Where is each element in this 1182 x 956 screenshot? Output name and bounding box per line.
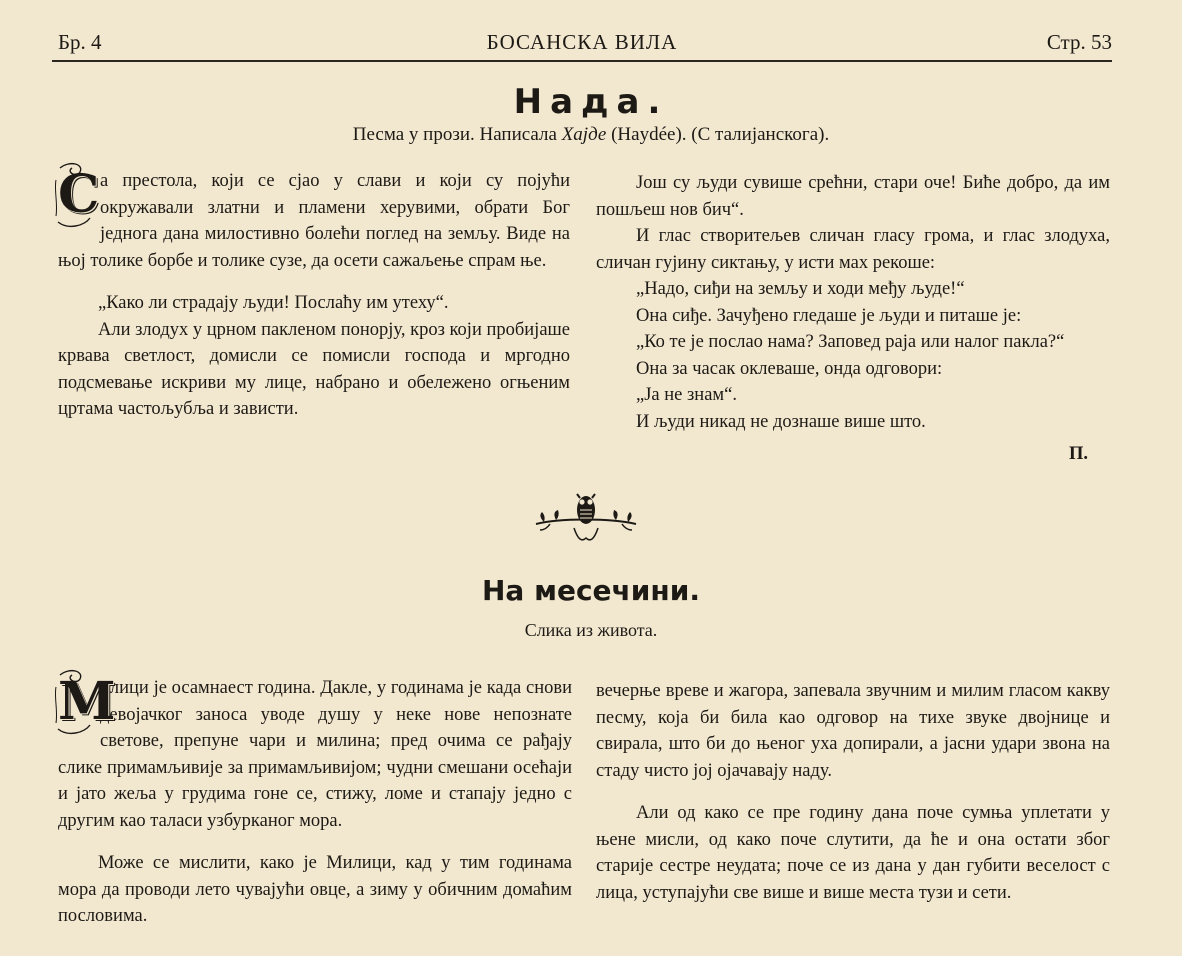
nada-left-column: [58, 164, 570, 423]
article-title-mesecina: На месечини.: [482, 574, 700, 607]
paragraph: Она за часак оклеваше, онда одговори:: [636, 358, 943, 379]
paragraph: Али од како се пре годину дана поче сумња уплетати у њене мисли, од како поче слутити, да ће и она остати због старије сестре неудата; поче се из дана у дан губити веселост с лица, уступајући све више и више места тузи и сети.: [596, 803, 1110, 903]
decorated-initial: [58, 671, 116, 733]
paragraph: вечерње вреве и жагора, запевала звучним и милим гласом какву песму, која би била као одговор на тихе звуке двојнице и свирала, што би до њеног уха допирали, а јасни удари звона на стаду чисто јој ојачавају наду.: [596, 681, 1110, 781]
paragraph: „Надо, сиђи на земљу и ходи међу људе!“: [636, 279, 965, 299]
paragraph: а престола, који се сјао у слави и који су појући окружавали златни и пламени херувими, обрати Бог једнога дана милостивно болећи поглед на земљу. Виде на њој толике борбе и толике сузе, да осети сажаљење спрам ње.: [58, 171, 570, 271]
decorated-initial: [58, 164, 100, 226]
article-subtitle-nada: [0, 124, 1182, 146]
paragraph: „Како ли страдају људи! Послаћу им утеху“.: [98, 293, 449, 313]
initial-letter: С: [58, 164, 100, 225]
subtitle-text-tail: (Haydée). (С талијанскога).: [606, 124, 830, 145]
paragraph: „Ја не знам“.: [636, 385, 737, 405]
paragraph: Још су људи сувише срећни, стари оче! Биће добро, да им пошљеш нов бич“.: [596, 173, 1110, 220]
initial-letter: М: [58, 671, 116, 732]
flourish-icon: [54, 160, 100, 230]
article-title-nada: Нада.: [513, 82, 669, 122]
paragraph: илици је осамнаест година. Дакле, у годинама је када снови девојачког заноса уводе душу у неке нове непознате светове, препуне чари и милина; пред очима се рађају слике примамљивије за примамљивијом; чудни смешани осећаји и јато жеља у грудима гоне се, стижу, ломе и стапају једно с другим као таласи узбурканог мора.: [58, 678, 572, 831]
paragraph: И људи никад не дознаше више што.: [636, 411, 926, 432]
paragraph: Али злодух у црном пакленом понорју, кроз који пробијаше крвава светлост, домисли се помисли господа и мргодно подсмевање искриви му лице, набрано и обележено огњеним цртама частољубља и зависти.: [58, 319, 570, 419]
owl-on-branch-icon: [530, 488, 642, 544]
signature: П.: [1068, 444, 1088, 464]
issue-number: Бр. 4: [58, 30, 102, 54]
running-header: [52, 26, 1112, 62]
mesecina-right-column: [596, 678, 1110, 906]
nada-right-column: [596, 170, 1110, 468]
page-number: Стр. 53: [1046, 30, 1112, 54]
paragraph: И глас створитељев сличан гласу грома, и глас злодуха, сличан гујину сиктању, у исти мах рекоше:: [596, 226, 1110, 273]
paragraph: „Ко те је послао нама? Заповед раја или налог пакла?“: [636, 332, 1065, 352]
journal-title: БОСАНСКА ВИЛА: [486, 30, 678, 54]
mesecina-left-column: [58, 671, 572, 930]
subtitle-text: Песма у прози. Написала: [352, 124, 562, 145]
article-subtitle-mesecina: Слика из живота.: [524, 620, 658, 640]
flourish-icon: [54, 667, 100, 737]
paragraph: Може се мислити, како је Милици, кад у тим годинама мора да проводи лето чувајући овце, а зиму у обичним домаћим пословима.: [58, 853, 572, 926]
paragraph: Она сиђе. Зачуђено гледаше је људи и питаше је:: [636, 305, 1022, 326]
author-name: Хајде: [561, 124, 607, 145]
